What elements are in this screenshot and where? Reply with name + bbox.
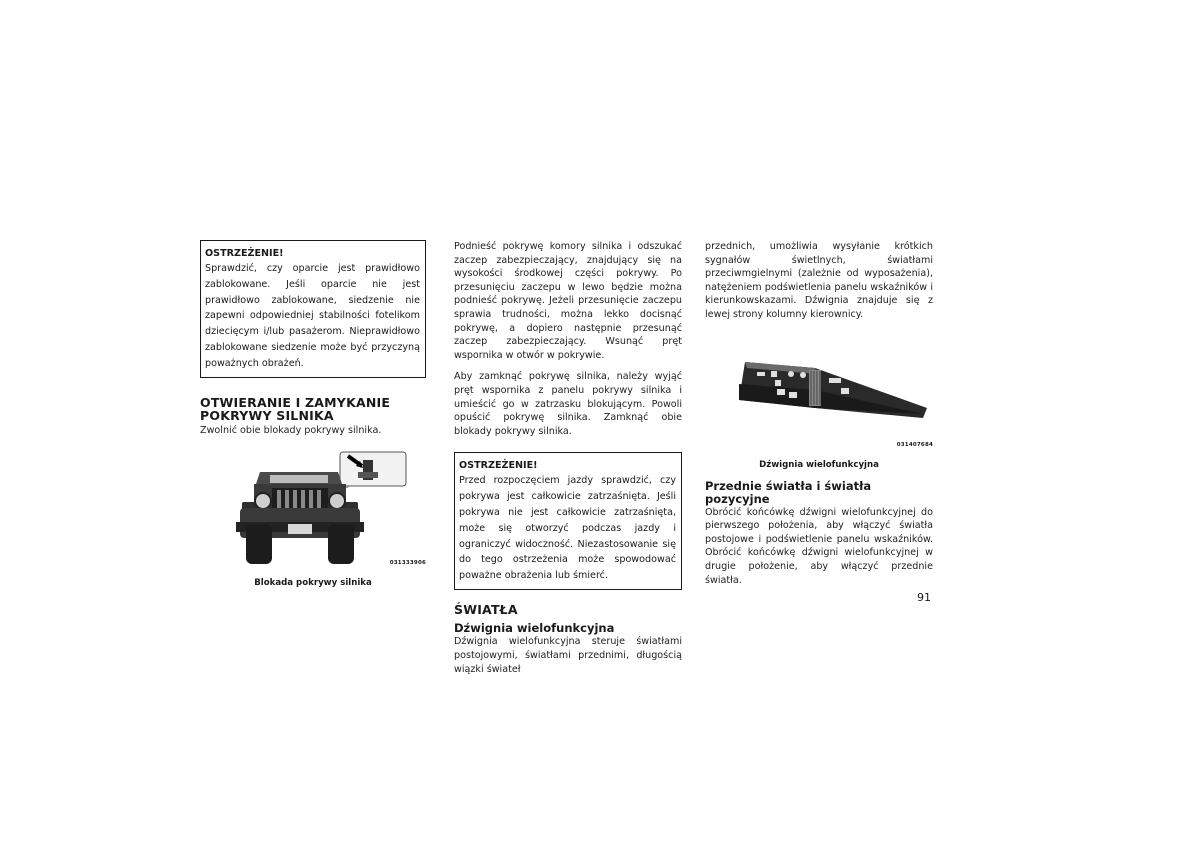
warning-title: OSTRZEŻENIE! <box>459 460 538 472</box>
multifunction-lever-text: Dźwignia wielofunkcyjna steruje światłami postojowymi, światłami przednimi, długością wiązki świateł <box>454 636 682 675</box>
figure-id: 031333906 <box>389 560 426 567</box>
left-column <box>200 240 426 588</box>
warning-box-hood <box>454 452 682 590</box>
section-heading-lights: ŚWIATŁA <box>454 601 518 617</box>
warning-text: Sprawdzić, czy oparcie jest prawidłowo zablokowane. Jeśli oparcie nie jest prawidłowo zablokowane, siedzenie nie zapewni odpowiedniej stabilności fotelikom dziecięcym i/lub pasażerom. Nieprawidłowo zablokowane siedzenie może być przyczyną poważnych obrażeń. <box>205 263 420 369</box>
hood-intro-text: Zwolnić obie blokady pokrywy silnika. <box>200 424 382 436</box>
multifunction-lever-illustration <box>705 354 933 444</box>
subheading-multifunction-lever: Dźwignia wielofunkcyjna <box>454 621 615 636</box>
front-position-lights-text: Obrócić końcówkę dźwigni wielofunkcyjnej do pierwszego położenia, aby włączyć światła postojowe i podświetlenie panelu wskaźników. Obrócić końcówkę dźwigni wielofunkcyjnej w drugie położenie, aby włączyć przednie światła. <box>705 506 933 586</box>
warning-box-seat <box>200 240 426 378</box>
figure-caption-lever: Dźwignia wielofunkcyjna <box>759 459 879 470</box>
jeep-hood-latch-illustration <box>200 444 426 567</box>
hood-close-text: Aby zamknąć pokrywę silnika, należy wyjąć pręt wspornika z panelu pokrywy silnika i umieścić go w zatrzasku blokującym. Powoli opuścić pokrywę silnika. Zamknąć obie blokady pokrywy silnika. <box>454 371 682 437</box>
section-heading-hood: OTWIERANIE I ZAMYKANIE POKRYWY SILNIKA <box>200 394 391 424</box>
hood-open-text: Podnieść pokrywę komory silnika i odszukać zaczep zabezpieczający, znajdujący się na wysokości środkowej części pokrywy. Po przesunięciu zaczepu w lewo będzie można podnieść pokrywę. Jeżeli przesunięcie zaczepu sprawia trudności, można lekko docisnąć pokrywę, a dopiero następnie przesunąć zaczep zabezpieczający. Wsunąć pręt wspornika w otwór w pokrywie. <box>454 241 682 361</box>
warning-title: OSTRZEŻENIE! <box>205 248 284 259</box>
subheading-front-position-lights: Przednie światła i światła pozycyjne <box>705 478 872 506</box>
right-column <box>705 240 933 587</box>
multifunction-lever-figure <box>705 354 933 452</box>
hood-latch-figure <box>200 444 426 567</box>
figure-caption-hood: Blokada pokrywy silnika <box>254 578 372 589</box>
middle-column <box>454 240 682 676</box>
multifunction-lever-continued-text: przednich, umożliwia wysyłanie krótkich sygnałów świetlnych, światłami przeciwmgielnymi (zależnie od wyposażenia), natężeniem podświetlenia panelu wskaźników i kierunkowskazami. Dźwignia znajduje się z lewej strony kolumny kierownicy. <box>705 241 933 320</box>
warning-text: Przed rozpoczęciem jazdy sprawdzić, czy pokrywa jest całkowicie zatrzaśnięta. Jeśli pokrywa nie jest całkowicie zatrzaśnięta, może się otworzyć podczas jazdy i ograniczyć widoczność. Niezastosowanie się do tego ostrzeżenia może spowodować poważne obrażenia lub śmierć. <box>459 475 676 582</box>
figure-id: 031407684 <box>896 441 933 448</box>
page-number: 91 <box>917 591 931 604</box>
